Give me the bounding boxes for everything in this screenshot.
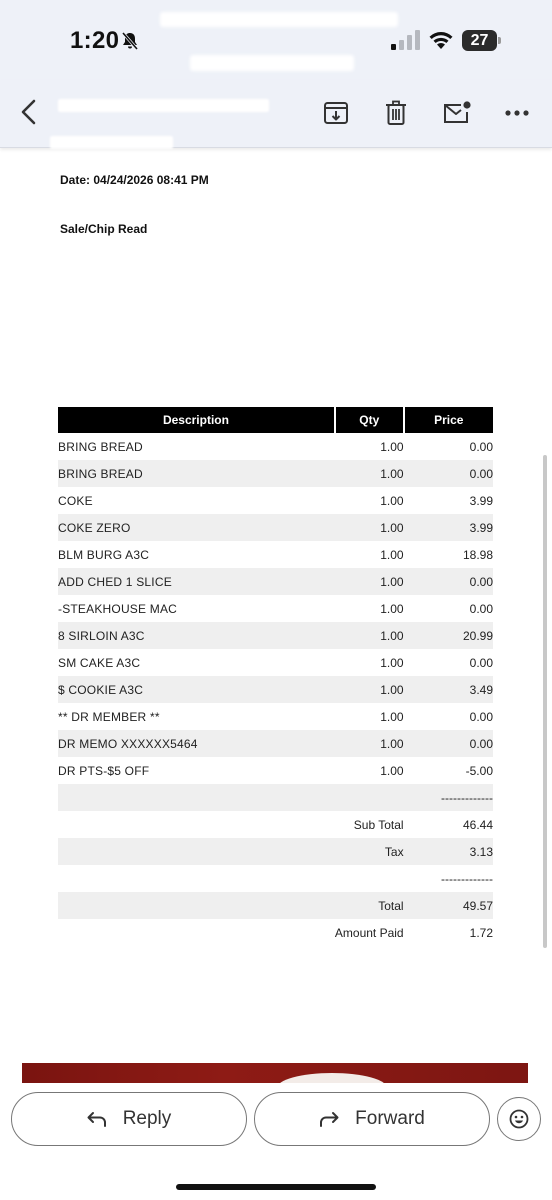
separator-row	[58, 784, 493, 811]
amount-paid-label: Amount Paid	[334, 925, 404, 940]
table-row	[58, 649, 493, 676]
bottom-action-bar	[0, 1083, 552, 1200]
subtotal-row	[58, 811, 493, 838]
item-price: 0.00	[404, 460, 493, 487]
item-price: 3.99	[404, 514, 493, 541]
separator-row	[58, 865, 493, 892]
battery-icon	[462, 30, 502, 51]
receipt-date: Date: 04/24/2026 08:41 PM	[60, 173, 209, 187]
trash-icon	[384, 100, 408, 126]
item-qty: 1.00	[335, 460, 404, 487]
redacted-status-text	[190, 55, 354, 71]
redacted-sender	[50, 136, 173, 149]
table-row	[58, 757, 493, 784]
item-qty: 1.00	[380, 547, 404, 562]
status-time: 1:20	[70, 27, 120, 54]
tax-label: Tax	[335, 838, 404, 865]
table-row	[58, 514, 493, 541]
table-row	[58, 487, 493, 514]
item-price: 0.00	[404, 730, 493, 757]
item-qty: 1.00	[380, 493, 404, 508]
total-row	[58, 892, 493, 919]
item-description: 8 SIRLOIN A3C	[58, 622, 335, 649]
more-horizontal-icon	[505, 110, 529, 116]
archive-icon	[323, 100, 349, 126]
table-row	[58, 622, 493, 649]
item-description: BRING BREAD	[58, 460, 335, 487]
table-row	[58, 676, 493, 703]
item-price: 0.00	[469, 439, 493, 454]
back-button[interactable]	[8, 92, 48, 132]
total-label: Total	[335, 892, 404, 919]
item-qty: 1.00	[335, 622, 404, 649]
item-price: 0.00	[469, 601, 493, 616]
item-qty: 1.00	[335, 676, 404, 703]
item-price: 0.00	[469, 655, 493, 670]
table-header-row	[58, 407, 493, 433]
subtotal-label: Sub Total	[353, 817, 404, 832]
emoji-reaction-button[interactable]	[497, 1097, 541, 1141]
delete-button[interactable]	[376, 93, 416, 133]
table-row	[58, 595, 493, 622]
item-description: COKE	[58, 493, 93, 508]
forward-button[interactable]	[254, 1092, 490, 1146]
item-price: 0.00	[469, 709, 493, 724]
item-description: BLM BURG A3C	[58, 547, 150, 562]
promo-banner-image	[22, 1063, 528, 1083]
table-row	[58, 703, 493, 730]
item-description: DR MEMO XXXXXX5464	[58, 730, 335, 757]
item-description: $ COOKIE A3C	[58, 676, 335, 703]
item-qty: 1.00	[380, 439, 404, 454]
amount-paid-value: 1.72	[469, 925, 493, 940]
emoji-icon	[509, 1109, 529, 1129]
column-header-description: Description	[58, 407, 335, 433]
tax-value: 3.13	[404, 838, 493, 865]
item-qty: 1.00	[335, 730, 404, 757]
item-price: 18.98	[462, 547, 493, 562]
item-description: BRING BREAD	[58, 439, 143, 454]
wifi-icon	[427, 28, 455, 50]
item-qty: 1.00	[380, 763, 404, 778]
email-toolbar	[0, 80, 552, 148]
item-qty: 1.00	[380, 709, 404, 724]
bell-slash-icon	[120, 31, 140, 51]
item-price: 0.00	[404, 568, 493, 595]
reply-label: Reply	[122, 1108, 172, 1129]
status-bar	[0, 0, 552, 80]
cellular-signal-icon	[390, 30, 420, 50]
receipt-items-table	[58, 407, 493, 946]
tax-row	[58, 838, 493, 865]
home-indicator[interactable]	[176, 1184, 376, 1190]
item-price: 3.99	[469, 493, 493, 508]
item-description: ** DR MEMBER **	[58, 709, 160, 724]
mark-unread-button[interactable]	[437, 93, 477, 133]
forward-label: Forward	[355, 1108, 425, 1129]
item-price: -5.00	[465, 763, 493, 778]
amount-paid-row	[58, 919, 493, 946]
item-description: DR PTS-$5 OFF	[58, 763, 150, 778]
table-row	[58, 568, 493, 595]
table-row	[58, 730, 493, 757]
item-description: -STEAKHOUSE MAC	[58, 601, 178, 616]
separator-line: -------------	[441, 871, 493, 886]
forward-icon	[319, 1111, 339, 1127]
table-row	[58, 433, 493, 460]
item-description: COKE ZERO	[58, 514, 335, 541]
item-qty: 1.00	[335, 514, 404, 541]
separator-line: -------------	[404, 784, 493, 811]
table-row	[58, 541, 493, 568]
item-qty: 1.00	[335, 568, 404, 595]
more-options-button[interactable]	[497, 93, 537, 133]
item-qty: 1.00	[380, 655, 404, 670]
subtotal-value: 46.44	[462, 817, 493, 832]
item-description: ADD CHED 1 SLICE	[58, 568, 335, 595]
total-value: 49.57	[404, 892, 493, 919]
mail-unread-icon	[442, 100, 472, 126]
table-row	[58, 460, 493, 487]
column-header-qty: Qty	[335, 407, 404, 433]
item-price: 3.49	[404, 676, 493, 703]
transaction-type: Sale/Chip Read	[60, 222, 148, 236]
item-qty: 1.00	[380, 601, 404, 616]
column-header-price: Price	[404, 407, 493, 433]
reply-button[interactable]	[11, 1092, 247, 1146]
scrollbar[interactable]	[543, 455, 547, 948]
redacted-status-text	[160, 12, 398, 27]
battery-level: 27	[462, 30, 497, 51]
reply-icon	[87, 1111, 107, 1127]
archive-button[interactable]	[316, 93, 356, 133]
chevron-left-icon	[18, 98, 38, 126]
item-price: 20.99	[404, 622, 493, 649]
redacted-sender	[58, 99, 269, 112]
item-description: SM CAKE A3C	[58, 655, 141, 670]
